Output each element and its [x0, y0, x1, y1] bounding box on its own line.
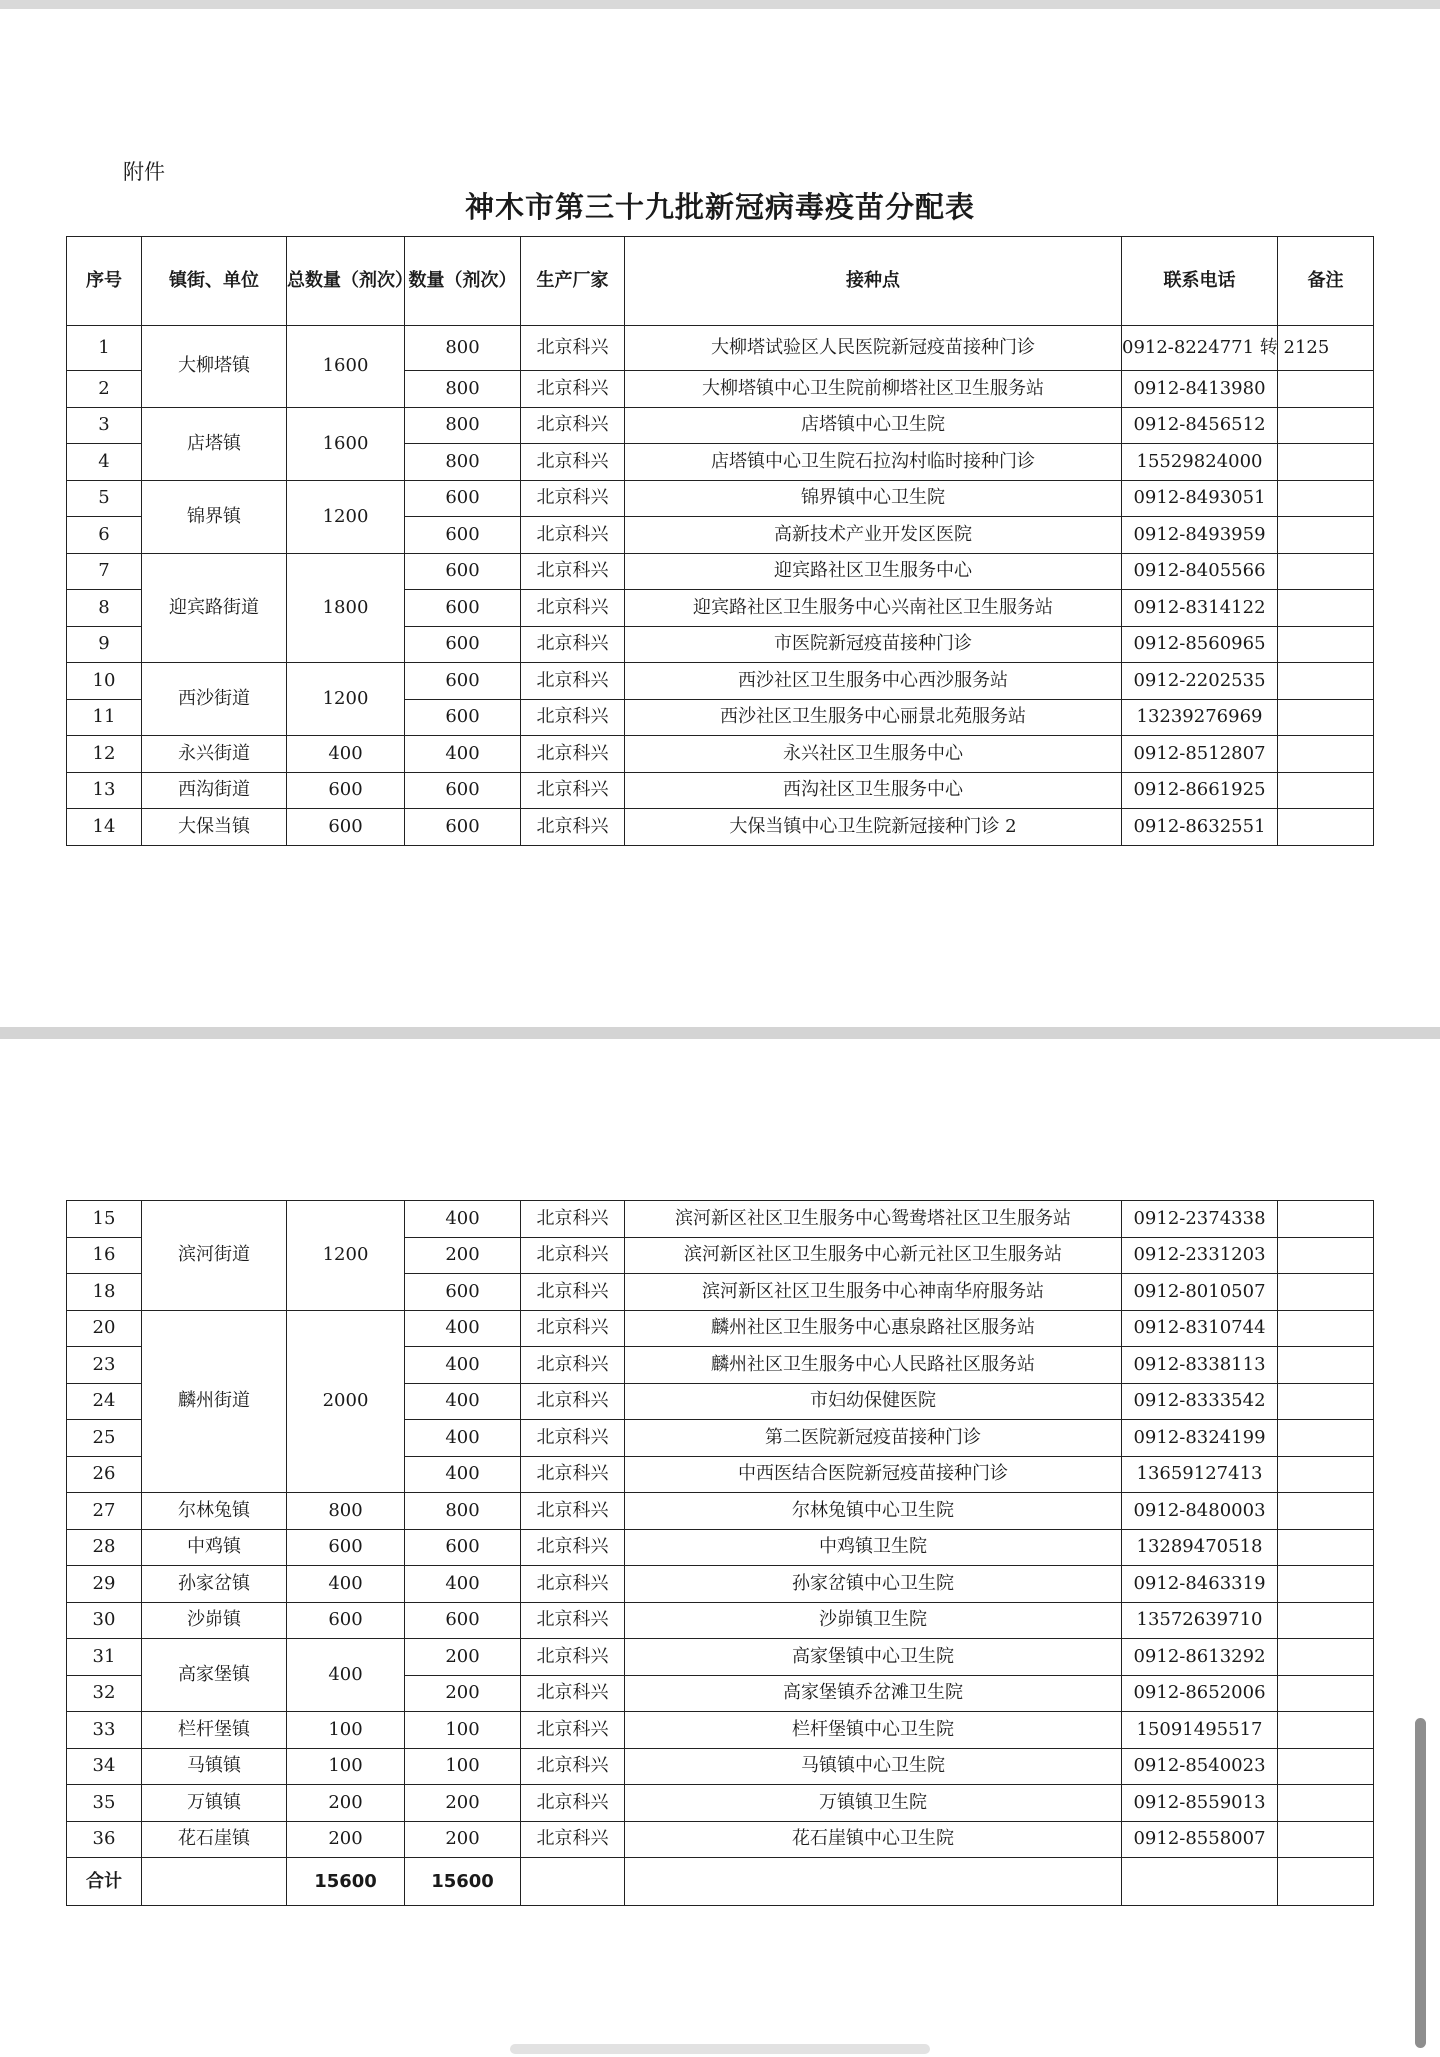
note-cell	[1278, 444, 1374, 481]
maker-cell: 北京科兴	[521, 1237, 625, 1274]
seq-cell: 8	[67, 590, 142, 627]
phone-cell: 0912-8560965	[1122, 626, 1278, 663]
allocation-table-page1	[66, 236, 1374, 846]
table-row	[67, 1785, 1374, 1822]
qty-cell: 200	[405, 1675, 521, 1712]
unit-cell: 栏杆堡镇	[142, 1712, 287, 1749]
qty-cell: 600	[405, 1274, 521, 1311]
table-row	[67, 553, 1374, 590]
unit-cell: 迎宾路街道	[142, 553, 287, 663]
total-cell: 100	[287, 1712, 405, 1749]
site-cell: 大柳塔试验区人民医院新冠疫苗接种门诊	[625, 326, 1122, 371]
seq-cell: 13	[67, 772, 142, 809]
note-cell	[1278, 1274, 1374, 1311]
total-cell: 600	[287, 1602, 405, 1639]
seq-cell: 29	[67, 1566, 142, 1603]
qty-cell: 200	[405, 1237, 521, 1274]
qty-cell: 800	[405, 326, 521, 371]
unit-cell: 滨河街道	[142, 1201, 287, 1311]
maker-cell: 北京科兴	[521, 444, 625, 481]
phone-cell: 0912-8310744	[1122, 1310, 1278, 1347]
header-seq: 序号	[67, 237, 142, 326]
site-cell: 麟州社区卫生服务中心人民路社区服务站	[625, 1347, 1122, 1384]
maker-cell: 北京科兴	[521, 1310, 625, 1347]
phone-cell: 0912-8224771 转 2125	[1122, 326, 1278, 371]
total-cell: 200	[287, 1821, 405, 1858]
note-cell	[1278, 407, 1374, 444]
table-row	[67, 809, 1374, 846]
qty-cell: 800	[405, 407, 521, 444]
unit-cell: 尔林兔镇	[142, 1493, 287, 1530]
qty-cell: 600	[405, 1529, 521, 1566]
note-cell	[1278, 1493, 1374, 1530]
phone-cell: 0912-8540023	[1122, 1748, 1278, 1785]
totals-site-cell	[625, 1858, 1122, 1906]
note-cell	[1278, 1310, 1374, 1347]
note-cell	[1278, 809, 1374, 846]
seq-cell: 11	[67, 699, 142, 736]
maker-cell: 北京科兴	[521, 1602, 625, 1639]
maker-cell: 北京科兴	[521, 1639, 625, 1676]
note-cell	[1278, 517, 1374, 554]
qty-cell: 600	[405, 480, 521, 517]
phone-cell: 0912-8333542	[1122, 1383, 1278, 1420]
unit-cell: 大柳塔镇	[142, 326, 287, 408]
total-cell: 1600	[287, 326, 405, 408]
maker-cell: 北京科兴	[521, 1347, 625, 1384]
qty-cell: 600	[405, 699, 521, 736]
maker-cell: 北京科兴	[521, 1675, 625, 1712]
unit-cell: 孙家岔镇	[142, 1566, 287, 1603]
unit-cell: 高家堡镇	[142, 1639, 287, 1712]
unit-cell: 锦界镇	[142, 480, 287, 553]
phone-cell: 0912-8413980	[1122, 371, 1278, 408]
qty-cell: 200	[405, 1639, 521, 1676]
seq-cell: 12	[67, 736, 142, 773]
table-row	[67, 407, 1374, 444]
note-cell	[1278, 1675, 1374, 1712]
maker-cell: 北京科兴	[521, 1201, 625, 1238]
qty-cell: 600	[405, 1602, 521, 1639]
qty-cell: 400	[405, 1456, 521, 1493]
seq-cell: 18	[67, 1274, 142, 1311]
table-row	[67, 1712, 1374, 1749]
phone-cell: 0912-2202535	[1122, 663, 1278, 700]
phone-cell: 0912-8463319	[1122, 1566, 1278, 1603]
seq-cell: 3	[67, 407, 142, 444]
phone-cell: 0912-8324199	[1122, 1420, 1278, 1457]
note-cell	[1278, 772, 1374, 809]
table-header-row	[67, 237, 1374, 326]
table-row	[67, 1602, 1374, 1639]
qty-cell: 400	[405, 1420, 521, 1457]
site-cell: 西沙社区卫生服务中心西沙服务站	[625, 663, 1122, 700]
seq-cell: 15	[67, 1201, 142, 1238]
qty-cell: 200	[405, 1785, 521, 1822]
seq-cell: 34	[67, 1748, 142, 1785]
site-cell: 永兴社区卫生服务中心	[625, 736, 1122, 773]
maker-cell: 北京科兴	[521, 1529, 625, 1566]
phone-cell: 0912-8010507	[1122, 1274, 1278, 1311]
seq-cell: 36	[67, 1821, 142, 1858]
unit-cell: 店塔镇	[142, 407, 287, 480]
maker-cell: 北京科兴	[521, 553, 625, 590]
qty-cell: 400	[405, 1566, 521, 1603]
site-cell: 锦界镇中心卫生院	[625, 480, 1122, 517]
maker-cell: 北京科兴	[521, 1493, 625, 1530]
page-title: 神木市第三十九批新冠病毒疫苗分配表	[464, 190, 975, 224]
home-indicator[interactable]	[510, 2044, 930, 2054]
unit-cell: 西沟街道	[142, 772, 287, 809]
seq-cell: 14	[67, 809, 142, 846]
header-maker: 生产厂家	[521, 237, 625, 326]
note-cell	[1278, 1639, 1374, 1676]
maker-cell: 北京科兴	[521, 517, 625, 554]
table-row	[67, 736, 1374, 773]
seq-cell: 30	[67, 1602, 142, 1639]
seq-cell: 31	[67, 1639, 142, 1676]
note-cell	[1278, 1201, 1374, 1238]
seq-cell: 35	[67, 1785, 142, 1822]
qty-cell: 400	[405, 1201, 521, 1238]
total-cell: 800	[287, 1493, 405, 1530]
totals-note-cell	[1278, 1858, 1374, 1906]
total-cell: 100	[287, 1748, 405, 1785]
header-qty: 数量（剂次）	[405, 237, 521, 326]
phone-cell: 0912-8632551	[1122, 809, 1278, 846]
maker-cell: 北京科兴	[521, 772, 625, 809]
qty-cell: 600	[405, 772, 521, 809]
note-cell	[1278, 480, 1374, 517]
maker-cell: 北京科兴	[521, 371, 625, 408]
phone-cell: 0912-8559013	[1122, 1785, 1278, 1822]
table-row	[67, 1566, 1374, 1603]
annex-label: 附件	[123, 160, 165, 184]
totals-maker-cell	[521, 1858, 625, 1906]
scrollbar[interactable]	[1415, 1718, 1426, 2048]
seq-cell: 24	[67, 1383, 142, 1420]
qty-cell: 400	[405, 736, 521, 773]
site-cell: 滨河新区社区卫生服务中心新元社区卫生服务站	[625, 1237, 1122, 1274]
table-row	[67, 1639, 1374, 1676]
qty-cell: 600	[405, 590, 521, 627]
phone-cell: 0912-8314122	[1122, 590, 1278, 627]
seq-cell: 26	[67, 1456, 142, 1493]
totals-phone-cell	[1122, 1858, 1278, 1906]
qty-cell: 600	[405, 663, 521, 700]
phone-cell: 0912-8405566	[1122, 553, 1278, 590]
maker-cell: 北京科兴	[521, 1383, 625, 1420]
note-cell	[1278, 1420, 1374, 1457]
total-cell: 1200	[287, 480, 405, 553]
maker-cell: 北京科兴	[521, 1712, 625, 1749]
site-cell: 西沟社区卫生服务中心	[625, 772, 1122, 809]
note-cell	[1278, 1821, 1374, 1858]
total-cell: 400	[287, 736, 405, 773]
site-cell: 万镇镇卫生院	[625, 1785, 1122, 1822]
qty-cell: 600	[405, 809, 521, 846]
total-cell: 400	[287, 1639, 405, 1712]
phone-cell: 0912-8661925	[1122, 772, 1278, 809]
phone-cell: 0912-8512807	[1122, 736, 1278, 773]
maker-cell: 北京科兴	[521, 1420, 625, 1457]
header-total: 总数量（剂次）	[287, 237, 405, 326]
note-cell	[1278, 1237, 1374, 1274]
site-cell: 迎宾路社区卫生服务中心	[625, 553, 1122, 590]
table-row	[67, 663, 1374, 700]
table-row	[67, 1821, 1374, 1858]
site-cell: 中鸡镇卫生院	[625, 1529, 1122, 1566]
totals-label: 合计	[67, 1858, 142, 1906]
phone-cell: 13659127413	[1122, 1456, 1278, 1493]
maker-cell: 北京科兴	[521, 809, 625, 846]
note-cell	[1278, 371, 1374, 408]
total-cell: 2000	[287, 1310, 405, 1493]
unit-cell: 西沙街道	[142, 663, 287, 736]
note-cell	[1278, 736, 1374, 773]
qty-cell: 100	[405, 1748, 521, 1785]
seq-cell: 9	[67, 626, 142, 663]
header-site: 接种点	[625, 237, 1122, 326]
table-row	[67, 480, 1374, 517]
phone-cell: 15529824000	[1122, 444, 1278, 481]
phone-cell: 0912-8652006	[1122, 1675, 1278, 1712]
phone-cell: 0912-8613292	[1122, 1639, 1278, 1676]
note-cell	[1278, 553, 1374, 590]
maker-cell: 北京科兴	[521, 326, 625, 371]
site-cell: 迎宾路社区卫生服务中心兴南社区卫生服务站	[625, 590, 1122, 627]
maker-cell: 北京科兴	[521, 1821, 625, 1858]
qty-cell: 800	[405, 1493, 521, 1530]
page-separator-top	[0, 0, 1440, 9]
note-cell	[1278, 626, 1374, 663]
qty-cell: 800	[405, 444, 521, 481]
total-cell: 1800	[287, 553, 405, 663]
note-cell	[1278, 590, 1374, 627]
site-cell: 西沙社区卫生服务中心丽景北苑服务站	[625, 699, 1122, 736]
total-cell: 1200	[287, 1201, 405, 1311]
site-cell: 花石崖镇中心卫生院	[625, 1821, 1122, 1858]
site-cell: 店塔镇中心卫生院石拉沟村临时接种门诊	[625, 444, 1122, 481]
phone-cell: 13239276969	[1122, 699, 1278, 736]
total-cell: 600	[287, 809, 405, 846]
seq-cell: 1	[67, 326, 142, 371]
site-cell: 大保当镇中心卫生院新冠接种门诊 2	[625, 809, 1122, 846]
phone-cell: 0912-8493051	[1122, 480, 1278, 517]
note-cell	[1278, 1383, 1374, 1420]
note-cell	[1278, 1456, 1374, 1493]
seq-cell: 4	[67, 444, 142, 481]
unit-cell: 大保当镇	[142, 809, 287, 846]
qty-cell: 600	[405, 626, 521, 663]
site-cell: 滨河新区社区卫生服务中心鸳鸯塔社区卫生服务站	[625, 1201, 1122, 1238]
seq-cell: 20	[67, 1310, 142, 1347]
unit-cell: 万镇镇	[142, 1785, 287, 1822]
phone-cell: 0912-8338113	[1122, 1347, 1278, 1384]
seq-cell: 2	[67, 371, 142, 408]
unit-cell: 马镇镇	[142, 1748, 287, 1785]
allocation-table-page2	[66, 1200, 1374, 1906]
maker-cell: 北京科兴	[521, 1566, 625, 1603]
unit-cell: 花石崖镇	[142, 1821, 287, 1858]
site-cell: 店塔镇中心卫生院	[625, 407, 1122, 444]
maker-cell: 北京科兴	[521, 480, 625, 517]
qty-cell: 800	[405, 371, 521, 408]
seq-cell: 25	[67, 1420, 142, 1457]
total-cell: 1200	[287, 663, 405, 736]
site-cell: 尔林兔镇中心卫生院	[625, 1493, 1122, 1530]
site-cell: 滨河新区社区卫生服务中心神南华府服务站	[625, 1274, 1122, 1311]
qty-cell: 100	[405, 1712, 521, 1749]
note-cell	[1278, 1748, 1374, 1785]
table-row	[67, 1310, 1374, 1347]
header-note: 备注	[1278, 237, 1374, 326]
seq-cell: 5	[67, 480, 142, 517]
seq-cell: 7	[67, 553, 142, 590]
note-cell	[1278, 1602, 1374, 1639]
total-cell: 600	[287, 772, 405, 809]
maker-cell: 北京科兴	[521, 663, 625, 700]
note-cell	[1278, 1566, 1374, 1603]
table-row	[67, 772, 1374, 809]
totals-row	[67, 1858, 1374, 1906]
phone-cell: 15091495517	[1122, 1712, 1278, 1749]
qty-cell: 600	[405, 517, 521, 554]
total-cell: 1600	[287, 407, 405, 480]
table-row	[67, 326, 1374, 371]
totals-qty: 15600	[405, 1858, 521, 1906]
unit-cell: 麟州街道	[142, 1310, 287, 1493]
seq-cell: 6	[67, 517, 142, 554]
maker-cell: 北京科兴	[521, 736, 625, 773]
phone-cell: 13572639710	[1122, 1602, 1278, 1639]
site-cell: 大柳塔镇中心卫生院前柳塔社区卫生服务站	[625, 371, 1122, 408]
unit-cell: 永兴街道	[142, 736, 287, 773]
totals-total: 15600	[287, 1858, 405, 1906]
note-cell	[1278, 1712, 1374, 1749]
phone-cell: 13289470518	[1122, 1529, 1278, 1566]
table-row	[67, 1529, 1374, 1566]
phone-cell: 0912-8456512	[1122, 407, 1278, 444]
seq-cell: 23	[67, 1347, 142, 1384]
total-cell: 400	[287, 1566, 405, 1603]
site-cell: 马镇镇中心卫生院	[625, 1748, 1122, 1785]
maker-cell: 北京科兴	[521, 1748, 625, 1785]
unit-cell: 中鸡镇	[142, 1529, 287, 1566]
seq-cell: 27	[67, 1493, 142, 1530]
total-cell: 200	[287, 1785, 405, 1822]
maker-cell: 北京科兴	[521, 1274, 625, 1311]
site-cell: 麟州社区卫生服务中心惠泉路社区服务站	[625, 1310, 1122, 1347]
note-cell	[1278, 1529, 1374, 1566]
table-row	[67, 1201, 1374, 1238]
note-cell	[1278, 1785, 1374, 1822]
table-row	[67, 1493, 1374, 1530]
site-cell: 高家堡镇中心卫生院	[625, 1639, 1122, 1676]
site-cell: 沙峁镇卫生院	[625, 1602, 1122, 1639]
totals-unit-cell	[142, 1858, 287, 1906]
site-cell: 孙家岔镇中心卫生院	[625, 1566, 1122, 1603]
qty-cell: 200	[405, 1821, 521, 1858]
phone-cell: 0912-8493959	[1122, 517, 1278, 554]
note-cell	[1278, 1347, 1374, 1384]
qty-cell: 600	[405, 553, 521, 590]
seq-cell: 28	[67, 1529, 142, 1566]
phone-cell: 0912-2374338	[1122, 1201, 1278, 1238]
site-cell: 市医院新冠疫苗接种门诊	[625, 626, 1122, 663]
site-cell: 高新技术产业开发区医院	[625, 517, 1122, 554]
table-row	[67, 1748, 1374, 1785]
phone-cell: 0912-2331203	[1122, 1237, 1278, 1274]
maker-cell: 北京科兴	[521, 590, 625, 627]
qty-cell: 400	[405, 1347, 521, 1384]
header-unit: 镇街、单位	[142, 237, 287, 326]
seq-cell: 33	[67, 1712, 142, 1749]
maker-cell: 北京科兴	[521, 626, 625, 663]
seq-cell: 10	[67, 663, 142, 700]
site-cell: 中西医结合医院新冠疫苗接种门诊	[625, 1456, 1122, 1493]
maker-cell: 北京科兴	[521, 407, 625, 444]
phone-cell: 0912-8558007	[1122, 1821, 1278, 1858]
total-cell: 600	[287, 1529, 405, 1566]
site-cell: 第二医院新冠疫苗接种门诊	[625, 1420, 1122, 1457]
site-cell: 栏杆堡镇中心卫生院	[625, 1712, 1122, 1749]
qty-cell: 400	[405, 1310, 521, 1347]
seq-cell: 16	[67, 1237, 142, 1274]
note-cell	[1278, 699, 1374, 736]
qty-cell: 400	[405, 1383, 521, 1420]
page-separator	[0, 1027, 1440, 1039]
phone-cell: 0912-8480003	[1122, 1493, 1278, 1530]
maker-cell: 北京科兴	[521, 1785, 625, 1822]
maker-cell: 北京科兴	[521, 1456, 625, 1493]
unit-cell: 沙峁镇	[142, 1602, 287, 1639]
site-cell: 市妇幼保健医院	[625, 1383, 1122, 1420]
header-phone: 联系电话	[1122, 237, 1278, 326]
note-cell	[1278, 663, 1374, 700]
site-cell: 高家堡镇乔岔滩卫生院	[625, 1675, 1122, 1712]
maker-cell: 北京科兴	[521, 699, 625, 736]
seq-cell: 32	[67, 1675, 142, 1712]
